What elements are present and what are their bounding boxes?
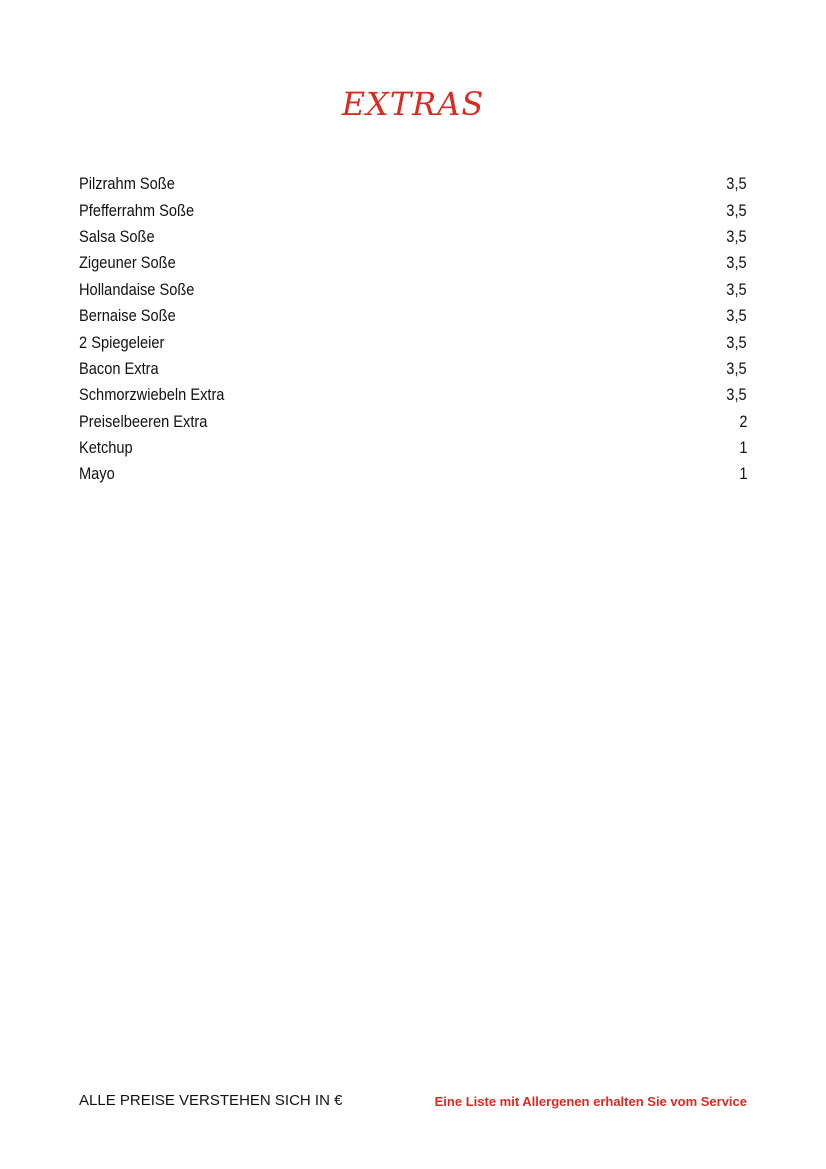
currency-note: ALLE PREISE VERSTEHEN SICH IN € <box>79 1092 343 1109</box>
list-item <box>79 303 747 329</box>
item-name: Ketchup <box>79 438 133 458</box>
item-name: Schmorzwiebeln Extra <box>79 385 225 405</box>
list-item <box>79 197 747 223</box>
item-price: 3,5 <box>726 200 747 220</box>
allergen-note: Eine Liste mit Allergenen erhalten Sie vom Service <box>434 1094 747 1109</box>
item-price: 3,5 <box>726 226 747 246</box>
item-price: 1 <box>738 464 747 484</box>
item-name: Bernaise Soße <box>79 306 176 326</box>
item-price: 2 <box>738 411 747 431</box>
item-name: Hollandaise Soße <box>79 279 195 299</box>
item-name: Preiselbeeren Extra <box>79 411 208 431</box>
list-item <box>79 277 747 303</box>
list-item <box>79 224 747 250</box>
item-name: Salsa Soße <box>79 226 155 246</box>
item-price: 1 <box>738 438 747 458</box>
page-title: EXTRAS <box>341 85 485 123</box>
item-price: 3,5 <box>726 306 747 326</box>
item-price: 3,5 <box>726 332 747 352</box>
list-item <box>79 435 747 461</box>
item-price: 3,5 <box>726 358 747 378</box>
item-price: 3,5 <box>726 279 747 299</box>
list-item <box>79 250 747 276</box>
list-item <box>79 409 747 435</box>
list-item <box>79 329 747 355</box>
extras-list <box>79 171 747 488</box>
item-name: Mayo <box>79 464 115 484</box>
list-item <box>79 461 747 487</box>
list-item <box>79 382 747 408</box>
list-item <box>79 356 747 382</box>
item-price: 3,5 <box>726 174 747 194</box>
item-name: Pfefferrahm Soße <box>79 200 195 220</box>
item-name: Bacon Extra <box>79 358 159 378</box>
item-name: Pilzrahm Soße <box>79 174 175 194</box>
list-item <box>79 171 747 197</box>
item-name: 2 Spiegeleier <box>79 332 165 352</box>
item-price: 3,5 <box>726 253 747 273</box>
item-name: Zigeuner Soße <box>79 253 176 273</box>
item-price: 3,5 <box>726 385 747 405</box>
